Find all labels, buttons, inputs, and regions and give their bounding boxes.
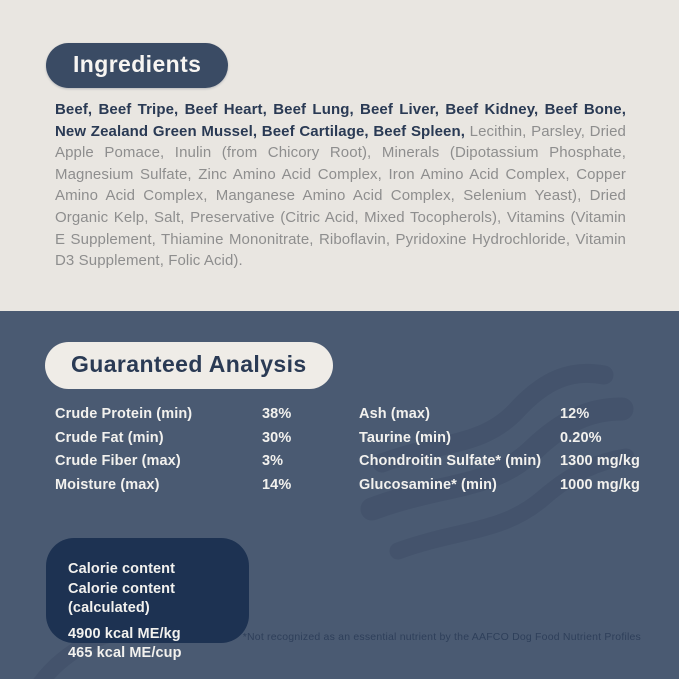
analysis-row-ash	[359, 402, 659, 426]
ingredients-secondary-list: Lecithin, Parsley, Dried Apple Pomace, Inulin (from Chicory Root), Minerals (Dipotassium Phosphate, Magnesium Sulfate, Zinc Amino Acid Complex, Iron Amino Acid Complex, Copper Amino Acid Complex, Manganese Amino Acid Complex, Selenium Yeast), Dried Organic Kelp, Salt, Preservative (Citric Acid, Mixed Tocopherols), Vitamins (Vitamin E Supplement, Thiamine Mononitrate, Riboflavin, Pyridoxine Hydrochloride, Vitamin D3 Supplement, Folic Acid).	[55, 122, 626, 270]
analysis-value: 38%	[262, 405, 292, 422]
ingredients-primary-list: Beef, Beef Tripe, Beef Heart, Beef Lung, Beef Liver, Beef Kidney, Beef Bone, New Zealand Green Mussel, Beef Cartilage, Beef Spleen,	[55, 101, 626, 140]
aafco-footnote: *Not recognized as an essential nutrient by the AAFCO Dog Food Nutrient Profiles	[242, 631, 641, 643]
analysis-row-moisture	[55, 473, 345, 497]
ingredients-paragraph	[55, 99, 626, 272]
analysis-label: Ash (max)	[359, 405, 430, 422]
calorie-kcal-per-cup: 465 kcal ME/cup	[68, 645, 182, 661]
analysis-label: Chondroitin Sulfate* (min)	[359, 453, 542, 470]
ingredients-header-pill	[46, 43, 228, 88]
analysis-value: 30%	[262, 429, 292, 446]
analysis-row-glucosamine	[359, 473, 659, 497]
analysis-value: 0.20%	[560, 429, 602, 446]
analysis-right-column	[359, 402, 659, 497]
ingredients-section	[0, 0, 679, 311]
calorie-content-label: Calorie content	[68, 561, 176, 577]
analysis-label: Crude Fat (min)	[55, 429, 164, 446]
calorie-content-box	[46, 538, 249, 661]
analysis-row-chondroitin-sulfate	[359, 449, 659, 473]
analysis-value: 12%	[560, 405, 590, 422]
analysis-value: 14%	[262, 476, 292, 493]
guaranteed-analysis-title: Guaranteed Analysis	[71, 351, 307, 377]
analysis-value: 1300 mg/kg	[560, 453, 640, 470]
analysis-row-crude-fat	[55, 426, 345, 450]
analysis-row-crude-protein	[55, 402, 345, 426]
analysis-value: 3%	[262, 453, 284, 470]
analysis-label: Moisture (max)	[55, 476, 160, 493]
analysis-value: 1000 mg/kg	[560, 476, 640, 493]
analysis-label: Crude Protein (min)	[55, 405, 193, 422]
analysis-label: Glucosamine* (min)	[359, 476, 497, 493]
guaranteed-analysis-header-pill	[45, 342, 333, 389]
analysis-left-column	[55, 402, 345, 497]
analysis-row-crude-fiber	[55, 449, 345, 473]
calorie-content-calculated-label: Calorie content (calculated)	[68, 580, 176, 616]
guaranteed-analysis-section	[0, 311, 679, 679]
analysis-row-taurine	[359, 426, 659, 450]
ingredients-title: Ingredients	[73, 51, 202, 77]
analysis-label: Taurine (min)	[359, 429, 452, 446]
calorie-kcal-per-kg: 4900 kcal ME/kg	[68, 625, 181, 642]
analysis-label: Crude Fiber (max)	[55, 453, 181, 470]
